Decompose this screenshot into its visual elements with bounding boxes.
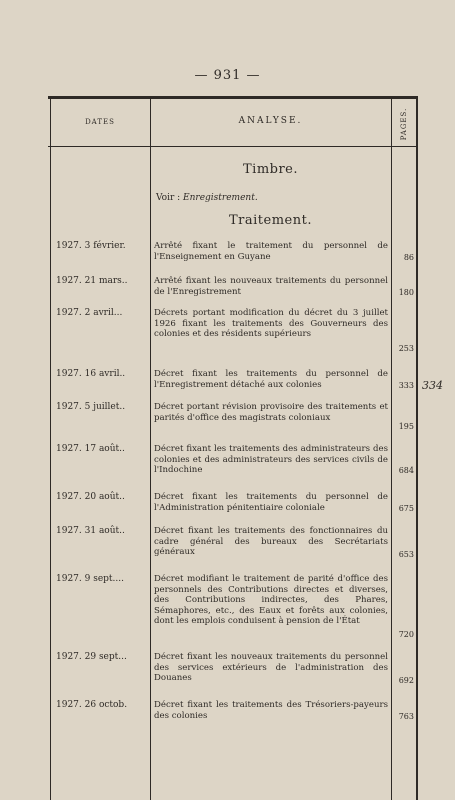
entry-page: 653	[398, 550, 414, 559]
entry-text: Décret fixant les traitements des fonctionnaires du cadre général des bureaux des Secrétariats généraux	[154, 526, 388, 558]
entry-date: 1927. 29 sept...	[56, 652, 127, 662]
table-top-rule	[48, 96, 418, 99]
entry-text: Décret fixant les traitements des Trésoriers-payeurs des colonies	[154, 700, 388, 721]
page-number: — 931 —	[194, 68, 261, 83]
entry-text: Décret fixant les traitements du personnel de l'Enregistrement détaché aux colonies	[154, 369, 388, 390]
entry-date: 1927. 5 juillet..	[56, 402, 126, 412]
header-rule	[48, 146, 418, 147]
entry-text: Décret portant révision provisoire des traitements et parités d'office des magistrats coloniaux	[154, 402, 388, 423]
entry-page: 675	[398, 504, 414, 513]
entry-page: 86	[403, 253, 414, 262]
section-title-traitement: Traitement.	[229, 213, 312, 228]
entry-page: 333	[398, 381, 414, 390]
entry-text: Décret modifiant le traitement de parité d'office des personnels des Contributions directes et diverses, des Contributions indirectes, des Phares, Sémaphores, etc., des Eaux et forêts aux colonies, dont les emplois conduisent à pension de l'État	[154, 574, 388, 627]
entry-page: 763	[398, 712, 414, 721]
entry-page: 692	[398, 676, 414, 685]
entry-text: Décret fixant les nouveaux traitements du personnel des services extérieurs de l'administration des Douanes	[154, 652, 388, 684]
see-also-reference	[156, 193, 386, 203]
section-title-timbre: Timbre.	[242, 162, 299, 177]
entry-page: 253	[398, 344, 414, 353]
entry-date: 1927. 31 août..	[56, 526, 125, 536]
see-reference: Enregistrement.	[183, 193, 258, 203]
entry-page: 195	[398, 422, 414, 431]
see-prefix: Voir :	[156, 193, 181, 203]
entry-date: 1927. 17 août..	[56, 444, 125, 454]
entry-date: 1927. 9 sept....	[56, 574, 124, 584]
entry-page: 684	[398, 466, 414, 475]
entry-text: Décrets portant modification du décret du 3 juillet 1926 fixant les traitements des Gouverneurs des colonies et des résidents supérieurs	[154, 308, 388, 340]
entry-text: Arrêté fixant les nouveaux traitements du personnel de l'Enregistrement	[154, 276, 388, 297]
dates-header: DATES	[85, 118, 115, 126]
entry-date: 1927. 3 février.	[56, 241, 126, 251]
column-rule	[50, 96, 51, 800]
entry-date: 1927. 16 avril..	[56, 369, 126, 379]
entry-page: 720	[398, 630, 414, 639]
column-rule	[150, 96, 151, 800]
pages-header-label: PAGES.	[400, 107, 408, 141]
analyse-header: ANALYSE.	[238, 116, 303, 126]
index-table	[48, 96, 443, 800]
entry-text: Arrêté fixant le traitement du personnel de l'Enseignement en Guyane	[154, 241, 388, 262]
column-rule	[416, 96, 418, 800]
handwritten-correction: 334	[422, 379, 443, 392]
entry-date: 1927. 20 août..	[56, 492, 125, 502]
entry-text: Décret fixant les traitements des administrateurs des colonies et des administrateurs des services civils de l'Indochine	[154, 444, 388, 476]
entry-page: 180	[398, 288, 414, 297]
pages-header	[392, 104, 416, 144]
entry-text: Décret fixant les traitements du personnel de l'Administration pénitentiaire coloniale	[154, 492, 388, 513]
entry-date: 1927. 26 octob.	[56, 700, 128, 710]
entry-date: 1927. 21 mars..	[56, 276, 128, 286]
column-rule	[391, 96, 392, 800]
entry-date: 1927. 2 avril...	[56, 308, 123, 318]
